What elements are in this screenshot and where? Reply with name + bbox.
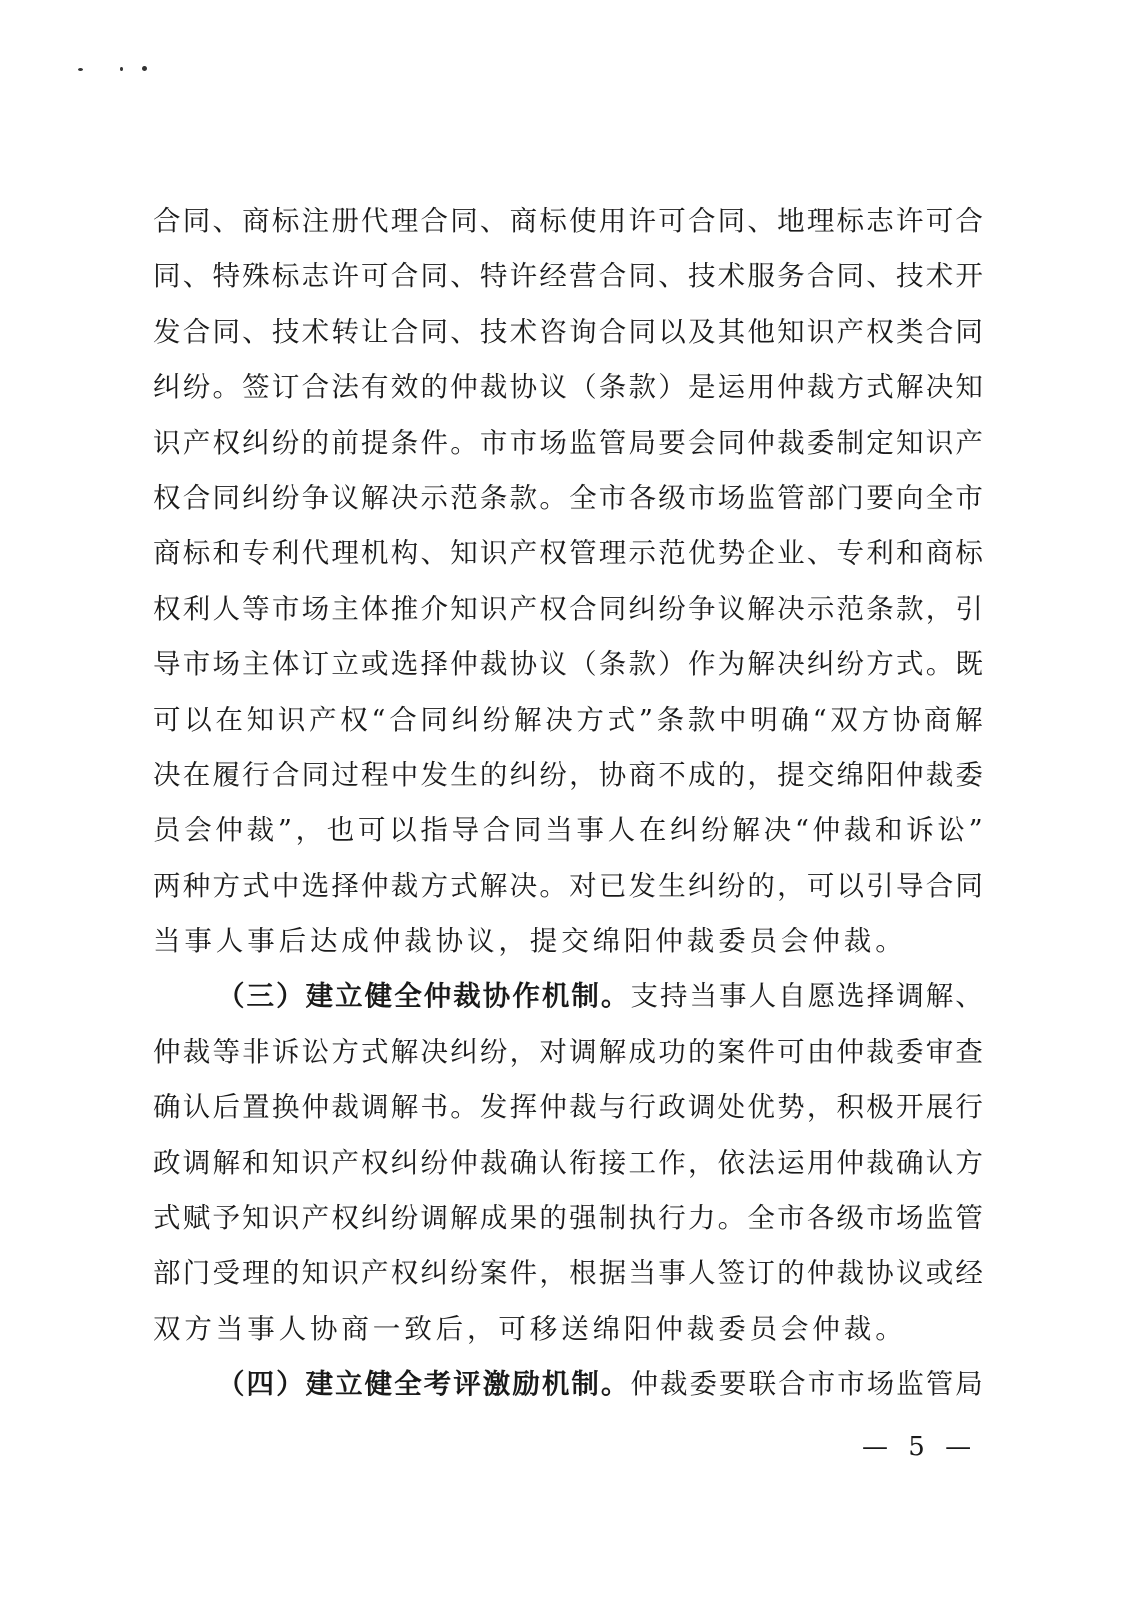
text-line: 合 同 、 商 标 注 册 代 理 合 同 、 商 标 使 用 许 可 合 同 、 地 理 标 志 许 可 合 — [153, 205, 983, 237]
text-line: 同 、 特 殊 标 志 许 可 合 同 、 特 许 经 营 合 同 、 技 术 服 务 合 同 、 技 术 开 — [153, 260, 983, 293]
page-number: — 5 — — [862, 1432, 978, 1462]
text-line: 商 标 和 专 利 代 理 机 构 、 知 识 产 权 管 理 示 范 优 势 企 业 、 专 利 和 商 标 — [153, 537, 983, 570]
text-line: 导 市 场 主 体 订 立 或 选 择 仲 裁 协 议 （ 条 款 ） 作 为 解 决 纠 纷 方 式 。 既 — [153, 648, 983, 681]
text-line: 双方当事人协商一致后，可移送绵阳仲裁委员会仲裁。 — [153, 1312, 907, 1345]
text-line: 两 种 方 式 中 选 择 仲 裁 方 式 解 决 。 对 已 发 生 纠 纷 的 ， 可 以 引 导 合 同 — [153, 869, 983, 902]
section-3-first-line: （ 三 ） 建 立 健 全 仲 裁 协 作 机 制 。 支 持 当 事 人 自 愿 选 择 调 解 、 — [217, 980, 983, 1013]
text-line: 识 产 权 纠 纷 的 前 提 条 件 。 市 市 场 监 管 局 要 会 同 仲 裁 委 制 定 知 识 产 — [153, 426, 983, 459]
document-body — [153, 194, 983, 1413]
text-line: 部 门 受 理 的 知 识 产 权 纠 纷 案 件 ， 根 据 当 事 人 签 订 的 仲 裁 协 议 或 经 — [153, 1257, 983, 1290]
text-line: 政 调 解 和 知 识 产 权 纠 纷 仲 裁 确 认 衔 接 工 作 ， 依 法 运 用 仲 裁 确 认 方 — [153, 1146, 983, 1179]
text-line: 发 合 同 、 技 术 转 让 合 同 、 技 术 咨 询 合 同 以 及 其 他 知 识 产 权 类 合 同 — [153, 315, 983, 348]
text-line: 当事人事后达成仲裁协议，提交绵阳仲裁委员会仲裁。 — [153, 925, 907, 958]
section-4-first-line: （ 四 ） 建 立 健 全 考 评 激 励 机 制 。 仲 裁 委 要 联 合 市 市 场 监 管 局 — [217, 1368, 983, 1401]
text-line: 决 在 履 行 合 同 过 程 中 发 生 的 纠 纷 ， 协 商 不 成 的 ， 提 交 绵 阳 仲 裁 委 — [153, 758, 983, 791]
text-line: 权 合 同 纠 纷 争 议 解 决 示 范 条 款 。 全 市 各 级 市 场 监 管 部 门 要 向 全 市 — [153, 481, 983, 514]
scan-marks — [78, 64, 158, 76]
text-line: 权 利 人 等 市 场 主 体 推 介 知 识 产 权 合 同 纠 纷 争 议 解 决 示 范 条 款 ， 引 — [153, 592, 983, 625]
text-line: 可 以 在 知 识 产 权 “ 合 同 纠 纷 解 决 方 式 ” 条 款 中 明 确 “ 双 方 协 商 解 — [153, 703, 983, 736]
text-line: 确 认 后 置 换 仲 裁 调 解 书 。 发 挥 仲 裁 与 行 政 调 处 优 势 ， 积 极 开 展 行 — [153, 1091, 983, 1124]
text-line: 员 会 仲 裁 ” ， 也 可 以 指 导 合 同 当 事 人 在 纠 纷 解 决 “ 仲 裁 和 诉 讼 ” — [153, 814, 983, 847]
text-line: 纠 纷 。 签 订 合 法 有 效 的 仲 裁 协 议 （ 条 款 ） 是 运 用 仲 裁 方 式 解 决 知 — [153, 371, 983, 404]
text-line: 式 赋 予 知 识 产 权 纠 纷 调 解 成 果 的 强 制 执 行 力 。 全 市 各 级 市 场 监 管 — [153, 1202, 983, 1235]
text-line: 仲 裁 等 非 诉 讼 方 式 解 决 纠 纷 ， 对 调 解 成 功 的 案 件 可 由 仲 裁 委 审 查 — [153, 1035, 983, 1068]
